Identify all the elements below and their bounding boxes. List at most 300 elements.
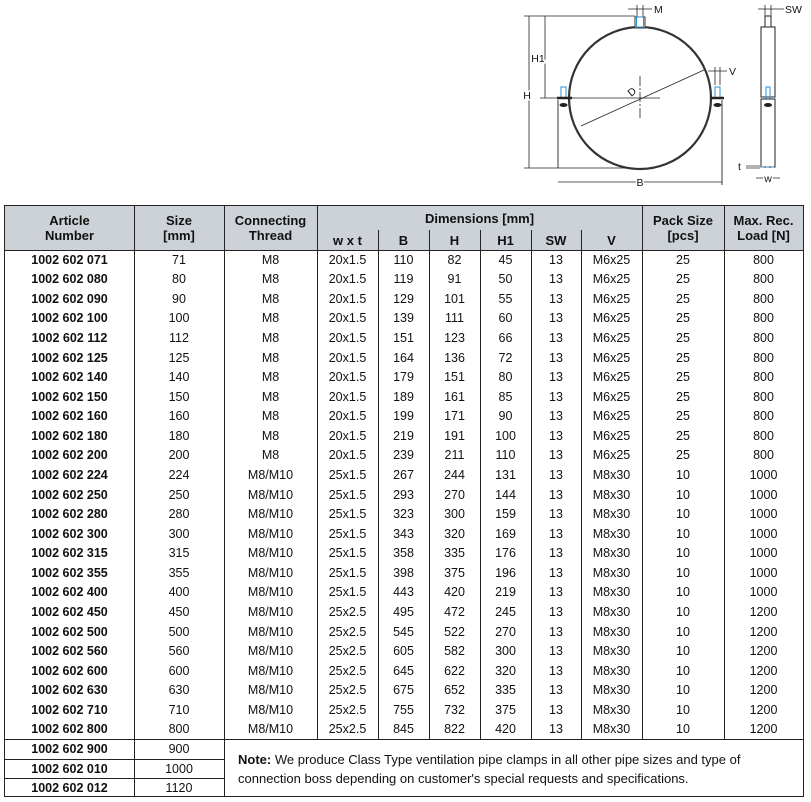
cell-v: M8x30: [592, 565, 631, 580]
cell-h1: 60: [498, 311, 513, 326]
cell-wxt: 20x1.5: [328, 428, 367, 443]
cell-pack-size: 25: [676, 350, 690, 365]
cell-size: 800: [168, 722, 190, 737]
header-max-load: Max. Rec. Load [N]: [733, 213, 794, 243]
cell-article-number: 1002 602 200: [31, 448, 108, 463]
cell-article-number: 1002 602 300: [31, 526, 108, 541]
header-sw: SW: [545, 232, 567, 248]
cell-h1: 144: [495, 487, 516, 502]
cell-wxt: 20x1.5: [328, 252, 367, 267]
cell-v: M6x25: [592, 331, 631, 346]
note: [238, 750, 798, 788]
cell-sw: 13: [549, 585, 563, 600]
cell-v: M8x30: [592, 526, 631, 541]
cell-b: 219: [393, 428, 414, 443]
cell-v: M6x25: [592, 389, 631, 404]
cell-max-load: 800: [753, 252, 774, 267]
cell-max-load: 1200: [749, 722, 778, 737]
cell-article-number: 1002 602 090: [31, 291, 108, 306]
cell-h1: 110: [495, 448, 516, 463]
cell-connecting-thread: M8/M10: [247, 663, 294, 678]
table-row: [5, 544, 803, 564]
cell-pack-size: 10: [676, 526, 690, 541]
cell-sw: 13: [549, 370, 563, 385]
cell-article-number: 1002 602 500: [31, 624, 108, 639]
cell-wxt: 20x1.5: [328, 370, 367, 385]
cell-h: 111: [444, 311, 464, 326]
cell-max-load: 800: [753, 291, 774, 306]
cell-article-number: 1002 602 560: [31, 644, 108, 659]
table-row: [5, 504, 803, 524]
cell-b: 675: [393, 683, 414, 698]
cell-size: 90: [172, 291, 186, 306]
cell-pack-size: 10: [676, 722, 690, 737]
left-nut-icon: [560, 103, 568, 107]
cell-h1: 90: [498, 409, 513, 424]
cell-v: M6x25: [592, 291, 631, 306]
table-row: [5, 700, 803, 720]
cell-pack-size: 10: [676, 546, 690, 561]
cell-h: 652: [444, 683, 465, 698]
cell-size: 450: [168, 605, 190, 620]
cell-max-load: 800: [753, 272, 774, 287]
cell-article-number: 1002 602 600: [31, 663, 108, 678]
cell-h1: 85: [498, 389, 513, 404]
cell-max-load: 1000: [749, 565, 778, 580]
cell-h: 82: [447, 252, 462, 267]
cell-max-load: 1200: [749, 702, 778, 717]
cell-article-number: 1002 602 900: [31, 742, 108, 757]
cell-wxt: 25x2.5: [328, 683, 367, 698]
cell-sw: 13: [549, 252, 563, 267]
cell-size: 630: [168, 683, 190, 698]
cell-b: 189: [393, 389, 414, 404]
label-t: t: [738, 161, 741, 173]
cell-size: 900: [168, 742, 190, 757]
cell-size: 80: [172, 272, 186, 287]
cell-h: 822: [444, 722, 465, 737]
cell-max-load: 1200: [749, 644, 778, 659]
cell-sw: 13: [549, 722, 563, 737]
cell-v: M8x30: [592, 585, 631, 600]
cell-max-load: 1000: [749, 585, 778, 600]
cell-connecting-thread: M8: [261, 428, 280, 443]
side-view-bottom: [761, 99, 775, 167]
cell-h: 300: [444, 507, 465, 522]
cell-connecting-thread: M8: [261, 389, 280, 404]
cell-connecting-thread: M8: [261, 448, 280, 463]
cell-h1: 300: [495, 644, 516, 659]
cell-b: 199: [393, 409, 414, 424]
cell-sw: 13: [549, 702, 563, 717]
cell-h: 472: [444, 605, 465, 620]
label-b: B: [636, 177, 644, 189]
cell-max-load: 800: [753, 370, 774, 385]
cell-v: M8x30: [592, 722, 631, 737]
cell-pack-size: 10: [676, 702, 690, 717]
cell-size: 150: [168, 389, 190, 404]
cell-pack-size: 25: [676, 370, 690, 385]
cell-connecting-thread: M8/M10: [247, 565, 294, 580]
cell-h: 136: [444, 350, 465, 365]
cell-sw: 13: [549, 291, 563, 306]
cell-sw: 13: [549, 331, 563, 346]
cell-wxt: 25x1.5: [328, 507, 367, 522]
cell-max-load: 1000: [749, 468, 778, 483]
cell-b: 398: [393, 565, 414, 580]
cell-v: M8x30: [592, 605, 631, 620]
cell-connecting-thread: M8/M10: [247, 526, 294, 541]
cell-wxt: 25x2.5: [328, 722, 367, 737]
cell-pack-size: 10: [676, 468, 690, 483]
header-pack-size: Pack Size [pcs]: [653, 213, 713, 243]
cell-v: M8x30: [592, 683, 631, 698]
cell-h: 732: [444, 702, 465, 717]
cell-sw: 13: [549, 605, 563, 620]
cell-sw: 13: [549, 468, 563, 483]
header-h1: H1: [497, 232, 514, 248]
cell-b: 239: [393, 448, 414, 463]
cell-pack-size: 10: [676, 507, 690, 522]
cell-pack-size: 10: [676, 487, 690, 502]
label-v: V: [729, 66, 737, 78]
cell-wxt: 25x1.5: [328, 468, 367, 483]
label-h1: H1: [531, 53, 545, 65]
cell-h1: 50: [498, 272, 513, 287]
cell-pack-size: 25: [676, 331, 690, 346]
cell-b: 164: [393, 350, 414, 365]
label-h: H: [523, 90, 531, 102]
table-row: [5, 661, 803, 681]
cell-h1: 375: [495, 702, 516, 717]
cell-v: M6x25: [592, 311, 631, 326]
cell-connecting-thread: M8: [261, 291, 280, 306]
table-row: [5, 720, 803, 740]
cell-wxt: 25x1.5: [328, 546, 367, 561]
cell-h1: 176: [495, 546, 516, 561]
cell-h1: 169: [495, 526, 516, 541]
cell-h: 420: [444, 585, 465, 600]
cell-pack-size: 10: [676, 605, 690, 620]
cell-pack-size: 25: [676, 409, 690, 424]
cell-h1: 45: [498, 252, 513, 267]
cell-wxt: 25x2.5: [328, 624, 367, 639]
cell-article-number: 1002 602 800: [31, 722, 108, 737]
cell-wxt: 25x1.5: [328, 487, 367, 502]
cell-v: M8x30: [592, 702, 631, 717]
cell-b: 645: [393, 663, 414, 678]
cell-connecting-thread: M8/M10: [247, 605, 294, 620]
cell-article-number: 1002 602 250: [31, 487, 108, 502]
cell-connecting-thread: M8/M10: [247, 644, 294, 659]
cell-sw: 13: [549, 448, 563, 463]
cell-sw: 13: [549, 272, 563, 287]
cell-connecting-thread: M8: [261, 370, 280, 385]
cell-h: 622: [444, 663, 465, 678]
cell-wxt: 25x2.5: [328, 663, 367, 678]
label-w: w: [764, 173, 772, 185]
cell-wxt: 20x1.5: [328, 311, 367, 326]
header-h: H: [449, 232, 460, 248]
cell-b: 293: [393, 487, 414, 502]
label-d: D: [625, 85, 640, 100]
cell-h1: 320: [495, 663, 516, 678]
label-sw: SW: [785, 4, 802, 16]
cell-connecting-thread: M8/M10: [247, 487, 294, 502]
cell-h1: 66: [498, 331, 513, 346]
cell-sw: 13: [549, 389, 563, 404]
table-row: [5, 622, 803, 642]
cell-v: M8x30: [592, 663, 631, 678]
cell-b: 443: [393, 585, 414, 600]
cell-wxt: 25x2.5: [328, 702, 367, 717]
cell-pack-size: 25: [676, 252, 690, 267]
cell-max-load: 1000: [749, 546, 778, 561]
cell-connecting-thread: M8/M10: [247, 585, 294, 600]
cell-max-load: 1200: [749, 624, 778, 639]
left-flange-bolt: [561, 87, 566, 98]
cell-connecting-thread: M8: [261, 350, 280, 365]
cell-connecting-thread: M8: [261, 311, 280, 326]
label-m: M: [654, 4, 663, 16]
cell-size: 125: [168, 350, 190, 365]
cell-sw: 13: [549, 546, 563, 561]
cell-max-load: 1200: [749, 663, 778, 678]
cell-wxt: 20x1.5: [328, 291, 367, 306]
cell-article-number: 1002 602 710: [31, 702, 108, 717]
cell-article-number: 1002 602 450: [31, 605, 108, 620]
cell-size: 600: [168, 663, 190, 678]
cell-b: 495: [393, 605, 414, 620]
cell-pack-size: 10: [676, 663, 690, 678]
cell-h1: 245: [495, 605, 516, 620]
header-size: Size [mm]: [163, 213, 195, 243]
cell-b: 129: [393, 291, 414, 306]
cell-b: 545: [393, 624, 414, 639]
cell-h1: 270: [495, 624, 516, 639]
cell-article-number: 1002 602 280: [31, 507, 108, 522]
cell-size: 71: [172, 252, 186, 267]
note-text: We produce Class Type ventilation pipe clamps in all other pipe sizes and type of connection boss depending on customer's special requests and specifications.: [238, 752, 741, 786]
table-row: [5, 485, 803, 505]
cell-pack-size: 10: [676, 624, 690, 639]
cell-max-load: 1000: [749, 487, 778, 502]
cell-v: M6x25: [592, 370, 631, 385]
cell-h1: 196: [495, 565, 516, 580]
cell-v: M6x25: [592, 409, 631, 424]
table-row: [5, 270, 803, 290]
cell-article-number: 1002 602 012: [31, 781, 108, 796]
table-row: [5, 328, 803, 348]
cell-b: 755: [393, 702, 414, 717]
cell-article-number: 1002 602 010: [31, 761, 108, 776]
cell-h: 244: [444, 468, 465, 483]
cell-h: 211: [444, 448, 465, 463]
cell-article-number: 1002 602 400: [31, 585, 108, 600]
cell-h: 270: [444, 487, 465, 502]
cell-pack-size: 25: [676, 428, 690, 443]
right-nut-icon: [714, 103, 722, 107]
header-article: Article Number: [44, 213, 95, 243]
cell-max-load: 800: [753, 350, 774, 365]
cell-h: 123: [444, 331, 465, 346]
cell-wxt: 25x1.5: [328, 585, 367, 600]
table-row: [5, 563, 803, 583]
cell-size: 100: [168, 311, 190, 326]
cell-max-load: 800: [753, 331, 774, 346]
cell-max-load: 800: [753, 448, 774, 463]
cell-h: 191: [444, 428, 465, 443]
header-dimensions: Dimensions [mm]: [424, 210, 535, 226]
cell-h1: 159: [495, 507, 516, 522]
cell-wxt: 25x2.5: [328, 644, 367, 659]
note-label: Note:: [238, 752, 272, 767]
cell-pack-size: 10: [676, 585, 690, 600]
cell-connecting-thread: M8: [261, 331, 280, 346]
cell-sw: 13: [549, 507, 563, 522]
cell-size: 112: [169, 331, 189, 346]
cell-b: 605: [393, 644, 414, 659]
cell-connecting-thread: M8: [261, 252, 280, 267]
cell-v: M8x30: [592, 644, 631, 659]
table-row: [5, 387, 803, 407]
cell-sw: 13: [549, 624, 563, 639]
header-b: B: [398, 232, 409, 248]
cell-article-number: 1002 602 160: [31, 409, 108, 424]
cell-b: 151: [393, 331, 414, 346]
table-row: [5, 583, 803, 603]
cell-sw: 13: [549, 428, 563, 443]
cell-max-load: 800: [753, 389, 774, 404]
cell-size: 1000: [165, 761, 193, 776]
cell-connecting-thread: M8/M10: [247, 507, 294, 522]
header-v: V: [607, 232, 616, 248]
cell-h1: 131: [495, 468, 516, 483]
cell-b: 119: [393, 272, 414, 287]
cell-pack-size: 10: [676, 644, 690, 659]
cell-b: 358: [393, 546, 414, 561]
pipe-clamp-diagram: [510, 0, 811, 200]
cell-connecting-thread: M8/M10: [247, 683, 294, 698]
cell-h: 582: [444, 644, 465, 659]
cell-h: 171: [444, 409, 465, 424]
table-row: [5, 289, 803, 309]
cell-article-number: 1002 602 071: [31, 252, 108, 267]
cell-wxt: 20x1.5: [328, 331, 367, 346]
table-row: [5, 602, 803, 622]
cell-connecting-thread: M8/M10: [247, 722, 294, 737]
cell-connecting-thread: M8/M10: [247, 702, 294, 717]
cell-h: 320: [444, 526, 465, 541]
cell-max-load: 800: [753, 409, 774, 424]
cell-pack-size: 25: [676, 389, 690, 404]
cell-size: 200: [168, 448, 190, 463]
cell-article-number: 1002 602 140: [31, 370, 108, 385]
cell-article-number: 1002 602 150: [31, 389, 108, 404]
cell-pack-size: 25: [676, 311, 690, 326]
cell-size: 300: [168, 526, 190, 541]
cell-h: 522: [444, 624, 465, 639]
cell-h: 91: [447, 272, 462, 287]
table-row: [5, 309, 803, 329]
cell-h: 161: [444, 389, 465, 404]
cell-wxt: 20x1.5: [328, 389, 367, 404]
cell-sw: 13: [549, 644, 563, 659]
cell-h1: 72: [498, 350, 513, 365]
cell-sw: 13: [549, 663, 563, 678]
cell-b: 110: [393, 252, 414, 267]
cell-v: M8x30: [592, 507, 631, 522]
cell-h1: 80: [498, 370, 513, 385]
cell-wxt: 20x1.5: [328, 272, 367, 287]
cell-connecting-thread: M8/M10: [247, 546, 294, 561]
cell-max-load: 1200: [749, 683, 778, 698]
cell-wxt: 25x1.5: [328, 526, 367, 541]
cell-b: 139: [393, 311, 414, 326]
cell-connecting-thread: M8: [261, 272, 280, 287]
cell-connecting-thread: M8: [261, 409, 280, 424]
cell-pack-size: 25: [676, 448, 690, 463]
cell-sw: 13: [549, 565, 563, 580]
cell-wxt: 20x1.5: [328, 409, 367, 424]
table-row: [5, 367, 803, 387]
cell-v: M8x30: [592, 546, 631, 561]
cell-sw: 13: [549, 526, 563, 541]
table-row: [5, 426, 803, 446]
cell-article-number: 1002 602 080: [31, 272, 108, 287]
cell-sw: 13: [549, 350, 563, 365]
cell-size: 400: [168, 585, 190, 600]
cell-article-number: 1002 602 180: [31, 428, 108, 443]
table-row: [5, 641, 803, 661]
cell-max-load: 1200: [749, 605, 778, 620]
cell-sw: 13: [549, 409, 563, 424]
cell-max-load: 800: [753, 428, 774, 443]
cell-v: M6x25: [592, 448, 631, 463]
cell-size: 1120: [165, 781, 193, 796]
cell-size: 224: [168, 468, 190, 483]
cell-size: 250: [168, 487, 190, 502]
cell-size: 160: [168, 409, 190, 424]
cell-max-load: 800: [753, 311, 774, 326]
cell-connecting-thread: M8/M10: [247, 468, 294, 483]
cell-size: 500: [168, 624, 190, 639]
cell-size: 315: [168, 546, 190, 561]
cell-article-number: 1002 602 315: [31, 546, 108, 561]
cell-article-number: 1002 602 630: [31, 683, 108, 698]
cell-size: 140: [168, 370, 190, 385]
cell-size: 710: [168, 702, 190, 717]
cell-size: 355: [168, 565, 190, 580]
cell-article-number: 1002 602 224: [31, 468, 108, 483]
cell-b: 179: [393, 370, 414, 385]
cell-h1: 100: [495, 428, 516, 443]
cell-article-number: 1002 602 100: [31, 311, 108, 326]
cell-h1: 219: [495, 585, 516, 600]
cell-b: 845: [393, 722, 414, 737]
table-row: [5, 465, 803, 485]
cell-v: M6x25: [592, 350, 631, 365]
cell-size: 280: [168, 507, 190, 522]
cell-v: M8x30: [592, 487, 631, 502]
cell-h: 101: [444, 291, 465, 306]
cell-size: 180: [168, 428, 190, 443]
cell-h: 375: [444, 565, 465, 580]
cell-connecting-thread: M8/M10: [247, 624, 294, 639]
cell-size: 560: [168, 644, 190, 659]
product-table: [4, 205, 804, 797]
cell-pack-size: 10: [676, 565, 690, 580]
